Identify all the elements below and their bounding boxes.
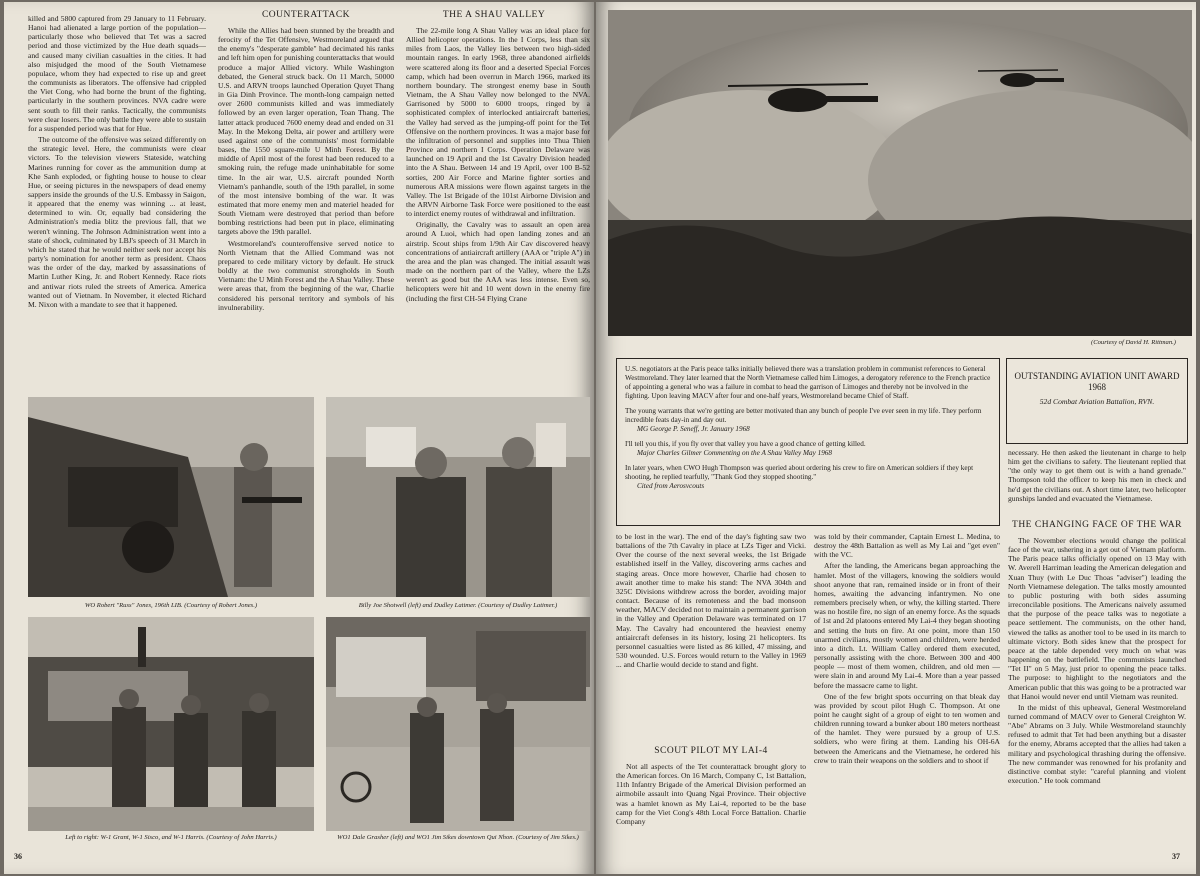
right-col2-para: After the landing, the Americans began approaching the hamlet. Most of the villagers, knowing the soldiers would shoot anyone that ran, remained inside or in front of their homes, awaiting the advancing infantrymen. No one remembers precisely when, or why, the killing started. There was no hostile fire, no sign of an enemy force. As the squads of 1st and 2d platoons entered My Lai-4 they began shooting and setting the huts on fire. At one point, more than 150 unarmed civilians, mostly women and children, were herded into a ditch. Lt. William Calley ordered them executed, personally assisting with the chore. Between 300 and 400 people — most of them women, children, and old men — were slain in and around My Lai-4. More than a year passed before the massacre came to light.	[814, 561, 1000, 690]
right-col2-para: was told by their commander, Captain Ernest L. Medina, to destroy the 48th Battalion as well as My Lai and "get even" with the VC.	[814, 532, 1000, 560]
award-subtitle: 52d Combat Aviation Battalion, RVN.	[1039, 397, 1155, 406]
left-col2-para: Westmoreland's counteroffensive served notice to North Vietnam that the Allied Command was not prepared to cede military victory by default. He struck boldly at the two communist strongholds in South Vietnam: the U Minh Forest and the A Shau Valley. These were areas that, from the beginning of the war, Charlie considered his personal territory and symbols of his invulnerability.	[218, 238, 394, 312]
left-col1-para: killed and 5800 captured from 29 January to 11 February. Hanoi had alienated a large portion of the population—particularly those who believed that Tet was a sacred period and those victimized by the Hue death squads—and caused many civilian casualties in the cities. It had also misjudged the mood of the South Vietnamese populace, whom they had expected to rise up and greet the communists as liberators. The offensive had crippled the Viet Cong, who had borne the brunt of the fighting, particularly in the southern provinces. NVA cadre were sent south to fill their ranks. Tactically, the communists were clear losers. The only battle they were able to sustain for a suspended period was that for Hue.	[28, 14, 206, 133]
counterattack-heading: COUNTERATTACK	[261, 10, 351, 20]
left-col-3	[406, 26, 590, 390]
right-col-1	[616, 532, 806, 742]
right-col2-para: One of the few bright spots occurring on that bleak day was provided by scout pilot Hugh C. Thompson. At one point he caught sight of a group of eight to ten women and children running toward a bunker about 180 meters northeast of the hamlet. They were pursued by a group of U.S. soldiers, who were firing at them. Landing his OH-6A between the Americans and the Vietnamese, he ordered his crew to train their weapons on the soldiers and to shoot if	[814, 691, 1000, 765]
quote-gilmer: I'll tell you this, if you fly over that valley you have a good chance of getting killed.	[625, 440, 866, 448]
right-col1-para: to be lost in the war). The end of the day's fighting saw two battalions of the 7th Cavalry in place at LZs Tiger and Vicki. Over the course of the next several weeks, the 1st Brigade established itself in the Valley, discovering arms caches and staging areas. Once more however, Charlie had chosen to await another time to make his stand: The NVA 304th and 325C Divisions withdrew across the border, avoiding major contact. Because of its remoteness and the bad monsoon weather, MACV decided not to maintain a permanent garrison in the Valley and Operation Delaware was terminated on 17 May. The Cavalry had encountered the heaviest enemy antiaircraft defenses in its history, losing 21 helicopters. Its personnel casualties were listed as 86 killed, 47 missing, and 530 wounded. U.S. Forces would return to the Valley in 1969 ... and Charlie would decide to stand and fight.	[616, 532, 806, 670]
photo-shotwell-latimer	[326, 397, 590, 597]
award-title: OUTSTANDING AVIATION UNIT AWARD 1968	[1014, 371, 1180, 392]
left-col3-para: Originally, the Cavalry was to assault an open area around A Luoi, which had open landing zones and an airstrip. Scout ships from 1/9th Air Cav discovered heavy concentrations of antiaircraft artillery (AAA or "triple A") in the area and the plan was changed. The initial assault was made on the northern part of the Valley, where the LZs weren't as good but the AAA was less intense. Even so, helicopters were hit and 10 went down in the enemy fire (including the first CH-54 Flying Crane	[406, 220, 590, 303]
photo-caption: WO1 Dale Grasher (left) and WO1 Jim Sikes downtown Qui Nhon. (Courtesy of Jim Sikes.)	[337, 834, 579, 841]
right-col3b-para: In the midst of this upheaval, General Westmoreland turned command of MACV over to General Creighton W. "Abe" Abrams on 3 July. While Westmoreland staunchly refused to admit that Tet had been anything but a disaster for the enemy, Abrams accepted that the allies had taken a military and psychological thrashing during the offensive. The new commander was renowned for his profanity and distinctive combat style: "careful planning and violent execution." He took command	[1008, 702, 1186, 786]
left-col3-para: The 22-mile long A Shau Valley was an ideal place for Allied helicopter operations. In the I Corps, less than six miles from Laos, the Valley lies between two high-sided mountain ranges. In early 1968, three abandoned airfields were scattered along its floor and a deserted Special Forces camp, which had been overrun in March 1966, marked its northern boundary. The strongest enemy base in South Vietnam, the A Shau Valley now belonged to the NVA. Garrisoned by 5000 to 6000 troops, ringed by a sophisticated complex of interlocked antiaircraft batteries, the Valley had served as the jumping-off point for the Tet Offensive on the northern provinces. It was a major base for the infiltration of personnel and supplies into Thua Thien Province and northern I Corps. Operation Delaware was launched on 19 April and the 1st Cavalry Division headed into the A Shau. Between 14 and 19 April, over 100 B-52 sorties, 200 Air Force and Marine fighter sorties and numerous ARA missions were flown against targets in the Valley. The 1st Brigade of the 101st Airborne Division and the ARVN Airborne Task Force were positioned to the east to interdict enemy routes of withdrawal and infiltration.	[406, 26, 590, 219]
left-col-2	[218, 26, 394, 390]
quote-thompson: In later years, when CWO Hugh Thompson was queried about ordering his crew to fire on American soldiers if they kept shooting, he replied tearfully, "Thank God they stopped shooting."	[625, 464, 974, 481]
page-number-right: 37	[1172, 852, 1180, 861]
book-spread	[4, 2, 1196, 874]
cite-thompson: Cited from Aerosvcouts	[637, 482, 705, 490]
photo-caption: Billy Joe Shotwell (left) and Dudley Latimer. (Courtesy of Dudley Latimer.)	[358, 602, 558, 609]
photo-caption: WO Robert "Russ" Jones, 196th LIB. (Courtesy of Robert Jones.)	[84, 602, 258, 609]
a-shau-heading: THE A SHAU VALLEY	[442, 10, 546, 20]
photo-grant-sisco-harris	[28, 617, 314, 831]
quotes-box	[616, 358, 1000, 526]
page-number-left: 36	[14, 852, 22, 861]
changing-face-heading: THE CHANGING FACE OF THE WAR	[1012, 520, 1182, 530]
photo-grasher-sikes	[326, 617, 590, 831]
photo-russ-jones	[28, 397, 314, 597]
cite-gilmer: Major Charles Gilmer Commenting on the A Shau Valley May 1968	[637, 449, 832, 457]
right-col-3b	[1008, 536, 1186, 854]
award-box	[1006, 358, 1188, 444]
right-page	[596, 2, 1196, 874]
scout-pilot-heading: SCOUT PILOT MY LAI-4	[654, 746, 768, 756]
quote-seneff: The young warrants that we're getting are better motivated than any bunch of people I've ever seen in my life. They perform incredible feats day-in and day out.	[625, 407, 982, 424]
photo-helicopter-smoke	[608, 10, 1192, 336]
right-col1b-para: Not all aspects of the Tet counterattack brought glory to the American forces. On 16 March, Company C, 1st Battalion, 11th Infantry Brigade of the Americal Division performed an airmobile assault into Quang Ngai Province. Their objective was a hamlet known as My Lai-4, reported to be the base camp for the Viet Cong's 48th Local Force Battalion. Charlie Company	[616, 762, 806, 826]
photo-caption: Left to right: W-1 Grant, W-1 Sisco, and W-1 Harris. (Courtesy of John Harris.)	[65, 834, 277, 841]
right-col-2	[814, 532, 1000, 868]
left-col-1	[28, 14, 206, 390]
left-col1-para: The outcome of the offensive was seized differently on the strategic level. Here, the communists were clear victors. To the television viewers Stateside, watching Marines running for cover as the ammunition dump at Khe Sanh exploded, or fighting house to house to clear Hue, or seeing pictures in the newspapers of dead enemy sappers inside the grounds of the U.S. Embassy in Saigon, it appeared that the enemy was winning ... at least, determined to win. Or, equally bad considering the Administration's media blitz the previous fall, that we weren't winning. The Johnson Administration went into a state of shock, culminated by LBJ's speech of 31 March in which he stated that he would neither seek nor accept his party's nomination for another term as president. Chaos was the order of the day, marked by assassinations of Martin Luther King, Jr. and Robert Kennedy. Race riots and antiwar riots ruled the streets of America. America wanted out of Vietnam. In November, it elected Richard M. Nixon with a mandate to see that it happened.	[28, 135, 206, 309]
right-col-3	[1008, 448, 1186, 516]
top-photo-caption: (Courtesy of David H. Rittman.)	[1091, 339, 1176, 346]
left-page	[4, 2, 594, 874]
right-col3-para: necessary. He then asked the lieutenant in charge to help him get the civilians to safety. The lieutenant replied that "the only way to get them out is with a hand grenade." Thompson told the officer to keep his men in check and he'd get the civilians out. A short time later, two helicopter gunships landed and evacuated the Vietnamese.	[1008, 448, 1186, 503]
right-col3b-para: The November elections would change the political face of the war, ushering in a get out of Vietnam platform. The Paris peace talks officially opened on 13 May with W. Averell Harriman leading the American delegation and Xuan Thuy (with Le Duc Thoas "adviser") leading the North Vietnamese delegation. The talks mostly amounted to public posturing with both sides assuming irreconcilable positions. The Americans naively assumed that the purpose of the peace talks was to negotiate a peace settlement. The communists, on the other hand, viewed the talks as another tool to be used in its march to ultimate victory. Both sides knew that the prospect for peace at the table depended very much on what was happening on the battlefield. The communists launched "Tet II" on 5 May, just prior to opening the peace talks. The purpose: to highlight to the negotiators and the American public that this was going to be a protracted war that Hanoi would never end until Vietnam was reunited.	[1008, 536, 1186, 701]
cite-seneff: MG George P. Seneff, Jr. January 1968	[637, 425, 750, 433]
quotes-intro: U.S. negotiators at the Paris peace talks initially believed there was a translation problem in communist references to General Westmoreland. They later learned that the North Vietnamese called him Limoges, a derogatory reference to the French practice of appointing a general who was a failure in combat to head the garrison of Limoges and thereby not be involved in the fighting. Upon leaving MACV after four and one-half years, Westmoreland became Chief of Staff.	[625, 365, 991, 400]
left-col2-para: While the Allies had been stunned by the breadth and ferocity of the Tet Offensive, Westmoreland argued that the enemy's "desperate gamble" had decimated his ranks and left him open for punishing counterattacks that would produce a major Allied victory. While Washington debated, the General struck back. On 11 March, 50000 U.S. and ARVN troops launched Operation Quyet Thang in Gia Dinh Province. The month-long campaign netted over 2600 communists killed and was immediately followed by an even larger operation, Toan Thang. The latter attack produced 7600 enemy dead and ended on 31 May. In the Mekong Delta, air power and artillery were used against one of the communists' most formidable bases, the 1550 square-mile U Minh Forest. By the middle of April most of the forest had been reduced to a smoking ruin, the refuge made uninhabitable for some time. In the air war, U.S. aircraft pounded North Vietnam's panhandle, south of the 19th parallel, in some of the most intensive bombing of the war. It was estimated that more enemy men and materiel headed for South Vietnam were destroyed that period than before bombing restrictions had been put in place, eliminating targets above the 19th parallel.	[218, 26, 394, 237]
right-col-1b	[616, 762, 806, 868]
